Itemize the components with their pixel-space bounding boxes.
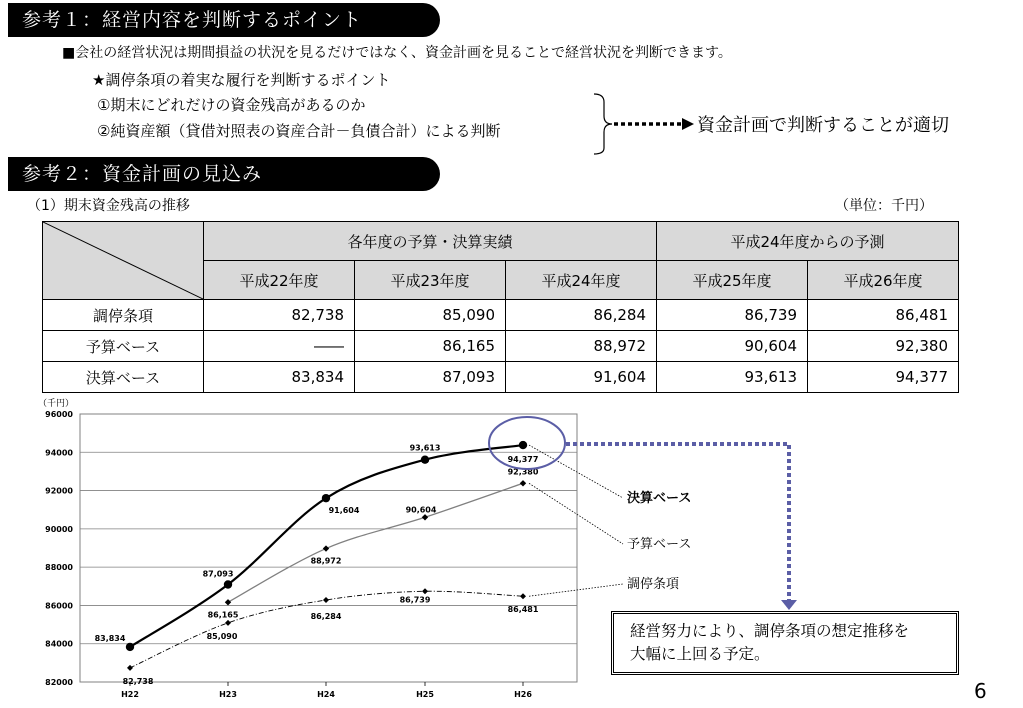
intro-text: ■会社の経営状況は期間損益の状況を見るだけではなく、資金計画を見ることで経営状況を判断できます。	[62, 45, 732, 61]
data-point	[322, 494, 330, 502]
table-cell: 86,284	[506, 300, 657, 331]
table-cell: 86,165	[355, 331, 506, 362]
table-corner-cell	[43, 222, 204, 300]
fund-balance-table	[42, 221, 959, 393]
table-group-header-actual: 各年度の予算・決算実績	[204, 222, 657, 261]
callout-box	[611, 611, 959, 675]
y-axis-unit-label: （千円）	[38, 399, 75, 409]
callout-line-1: 経営努力により、調停条項の想定推移を	[630, 622, 910, 640]
data-label: 93,613	[409, 443, 441, 453]
table-year-header: 平成26年度	[808, 261, 959, 300]
table-year-header: 平成24年度	[506, 261, 657, 300]
table-row-label: 予算ベース	[43, 331, 204, 362]
data-label: 86,481	[507, 605, 539, 615]
data-label: 90,604	[405, 505, 437, 515]
table-cell: 88,972	[506, 331, 657, 362]
table-row	[43, 300, 959, 331]
data-label: 83,834	[94, 633, 126, 643]
arrow-head-icon	[682, 118, 694, 130]
data-label: 94,377	[507, 455, 539, 465]
y-tick-label: 94000	[45, 448, 73, 458]
y-tick-label: 88000	[45, 563, 73, 573]
table-cell: 94,377	[808, 362, 959, 393]
data-label: 92,380	[507, 467, 539, 477]
table-year-header: 平成25年度	[657, 261, 808, 300]
y-tick-label: 96000	[45, 410, 73, 419]
table-cell: 82,738	[204, 300, 355, 331]
table-row	[43, 362, 959, 393]
page-number: 6	[974, 679, 987, 703]
table-cell: 90,604	[657, 331, 808, 362]
x-tick-label: H26	[514, 690, 532, 699]
arrow-head-icon	[781, 600, 797, 610]
table-group-header-forecast: 平成24年度からの予測	[657, 222, 959, 261]
data-point	[224, 580, 232, 588]
x-tick-label: H23	[219, 690, 237, 699]
y-tick-label: 92000	[45, 486, 73, 496]
callout-line-2: 大幅に上回る予定。	[630, 645, 770, 663]
table-cell: 86,481	[808, 300, 959, 331]
data-label: 86,165	[207, 610, 239, 620]
section-header-1: 参考１：経営内容を判断するポイント	[8, 3, 440, 37]
y-tick-label: 86000	[45, 601, 73, 611]
point-2: ②純資産額（貸借対照表の資産合計－負債合計）による判断	[97, 122, 501, 140]
conclusion-text: 資金計画で判断することが適切	[697, 115, 949, 136]
table-row	[43, 331, 959, 362]
data-label: 86,739	[399, 595, 431, 605]
right-brace-icon	[594, 94, 612, 154]
point-title: ★調停条項の着実な履行を判断するポイント	[92, 71, 391, 89]
table-year-header: 平成23年度	[355, 261, 506, 300]
table-row-label: 調停条項	[43, 300, 204, 331]
table-cell: 87,093	[355, 362, 506, 393]
y-tick-label: 84000	[45, 639, 73, 649]
table-row-label: 決算ベース	[43, 362, 204, 393]
y-tick-label: 90000	[45, 524, 73, 534]
table-year-header: 平成22年度	[204, 261, 355, 300]
x-tick-label: H22	[121, 690, 139, 699]
table-cell: ――	[204, 331, 355, 362]
series-label: 予算ベース	[627, 537, 692, 552]
table-cell: 93,613	[657, 362, 808, 393]
table-cell: 86,739	[657, 300, 808, 331]
x-tick-label: H25	[416, 690, 434, 699]
table-cell: 91,604	[506, 362, 657, 393]
section-title: （1）期末資金残高の推移	[27, 198, 190, 214]
data-point	[421, 455, 429, 463]
data-label: 88,972	[310, 556, 342, 566]
table-cell: 85,090	[355, 300, 506, 331]
y-tick-label: 82000	[45, 678, 73, 687]
section-header-2: 参考２：資金計画の見込み	[8, 157, 440, 191]
brace-arrow-graphic	[590, 92, 700, 158]
data-label: 86,284	[310, 611, 342, 621]
series-label: 決算ベース	[627, 491, 692, 506]
series-label: 調停条項	[627, 577, 680, 592]
x-tick-label: H24	[317, 690, 335, 699]
table-cell: 92,380	[808, 331, 959, 362]
data-label: 91,604	[328, 506, 360, 516]
data-label: 85,090	[206, 631, 238, 641]
data-point	[126, 643, 134, 651]
unit-label: （単位：千円）	[835, 198, 933, 214]
data-label: 87,093	[202, 569, 234, 579]
table-cell: 83,834	[204, 362, 355, 393]
point-1: ①期末にどれだけの資金残高があるのか	[97, 96, 366, 114]
data-point	[519, 441, 527, 449]
data-label: 82,738	[122, 676, 154, 686]
